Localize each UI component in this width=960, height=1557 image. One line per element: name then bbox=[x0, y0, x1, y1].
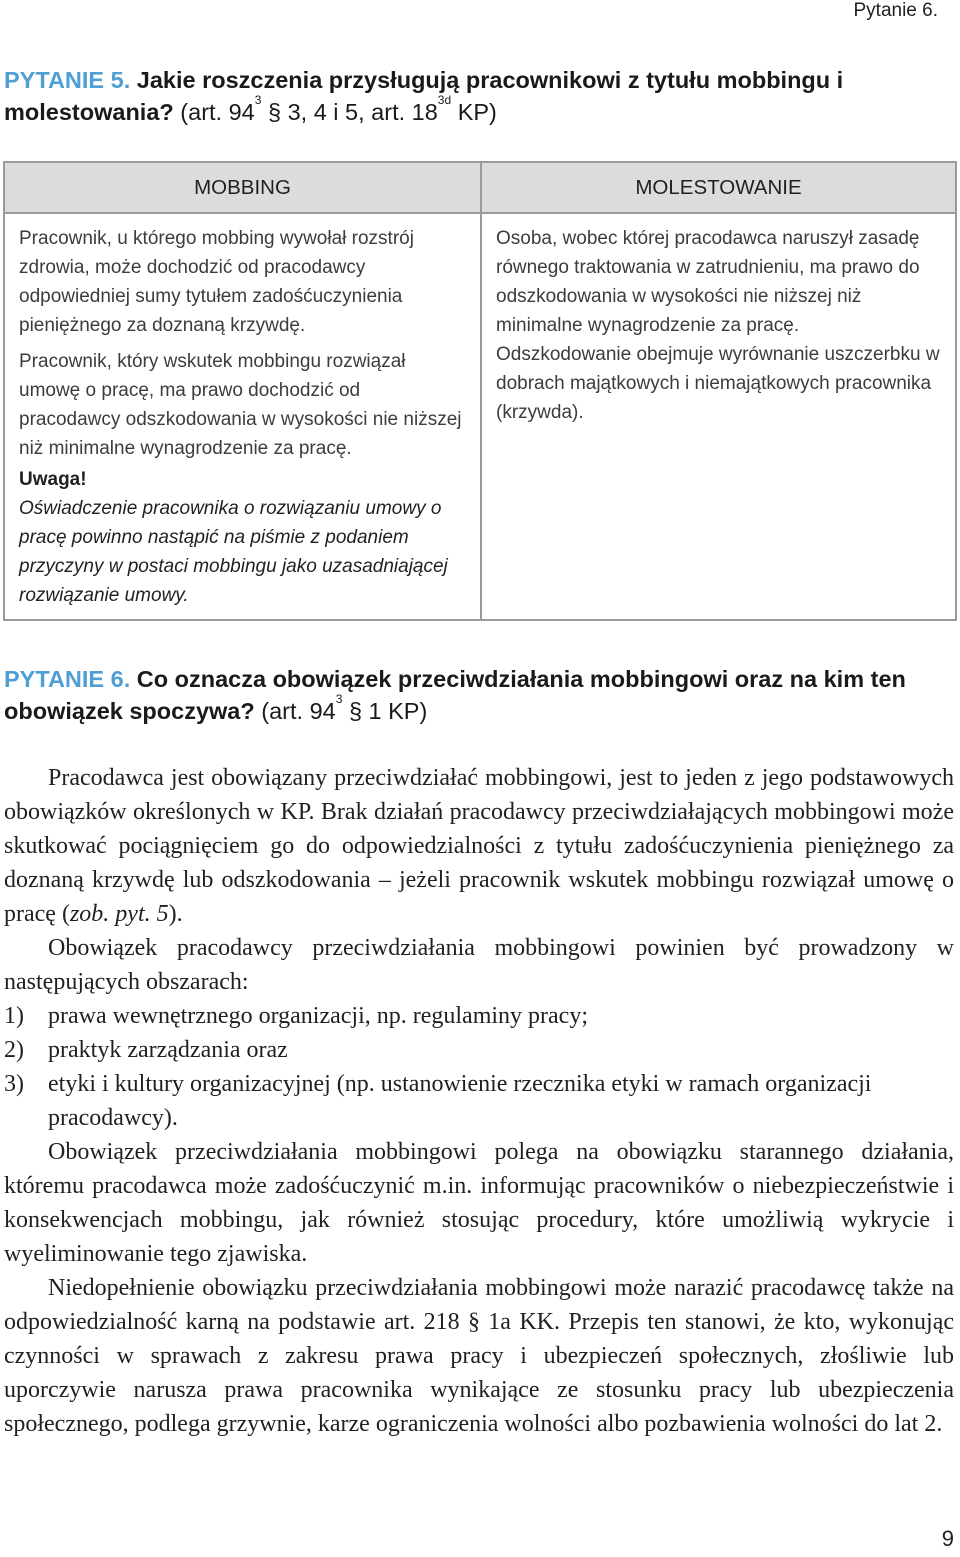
question-6-reference bbox=[261, 692, 428, 724]
question-5-title: Jakie roszczenia przysługują pracownikowi z tytułu mobbingu i molestowania? bbox=[4, 67, 844, 125]
ref-part: (art. 94 bbox=[261, 698, 336, 724]
running-head: Pytanie 6. bbox=[853, 0, 938, 21]
ref-superscript: 3d bbox=[437, 93, 452, 107]
body-paragraph-4: Niedopełnienie obowiązku przeciwdziałania mobbingowi może narazić pracodawcę także na odpowiedzialność karną na podstawie art. 218 § 1a KK. Przepis ten stanowi, że kto, wykonując czynności w sprawach z zakresu prawa pracy i ubezpieczeń społecznych, złośliwie lub uporczywie narusza prawa pracownika wynikające ze stosunku pracy lub ubezpieczenia społecznego, podlega grzywnie, karze ograniczenia wolności albo pozbawienia wolności do lat 2. bbox=[4, 1275, 954, 1437]
question-6-heading bbox=[4, 663, 946, 727]
list-item bbox=[4, 999, 954, 1033]
list-item bbox=[4, 1067, 954, 1135]
body-paragraph-2: Obowiązek pracodawcy przeciwdziałania mobbingowi powinien być prowadzony w następujących obszarach: bbox=[4, 935, 954, 995]
question-5-heading bbox=[4, 64, 946, 128]
question-5-label: PYTANIE 5. bbox=[4, 67, 131, 93]
mobbing-body bbox=[5, 214, 480, 610]
body-paragraph-1 bbox=[4, 761, 954, 931]
ref-superscript: 3 bbox=[254, 93, 262, 107]
mobbing-header: MOBBING bbox=[5, 163, 480, 214]
molestowanie-paragraph-2: Odszkodowanie obejmuje wyrównanie uszczerbku w dobrach majątkowych i niemajątkowych pracownika (krzywda). bbox=[496, 344, 940, 423]
list-number: 1) bbox=[4, 1003, 24, 1029]
ref-part: (art. 94 bbox=[180, 99, 255, 125]
molestowanie-column bbox=[480, 163, 955, 619]
molestowanie-header: MOLESTOWANIE bbox=[482, 163, 955, 214]
ref-part: KP) bbox=[457, 99, 497, 125]
cross-reference: zob. pyt. 5 bbox=[69, 901, 169, 927]
list-number: 2) bbox=[4, 1037, 24, 1063]
list-text: prawa wewnętrznego organizacji, np. regulaminy pracy; bbox=[48, 1003, 588, 1029]
question-6-label: PYTANIE 6. bbox=[4, 666, 131, 692]
list-item bbox=[4, 1033, 954, 1067]
paragraph-text: ). bbox=[168, 901, 183, 927]
claims-table bbox=[3, 161, 957, 621]
list-text: praktyk zarządzania oraz bbox=[48, 1037, 288, 1063]
list-number: 3) bbox=[4, 1071, 24, 1097]
mobbing-paragraph-1: Pracownik, u którego mobbing wywołał rozstrój zdrowia, może dochodzić od pracodawcy odpowiedniej sumy tytułem zadośćuczynienia pieniężnego za doznaną krzywdę. bbox=[19, 228, 414, 336]
question-6-title: Co oznacza obowiązek przeciwdziałania mobbingowi oraz na kim ten obowiązek spoczywa? bbox=[4, 666, 906, 724]
molestowanie-paragraph-1: Osoba, wobec której pracodawca naruszył zasadę równego traktowania w zatrudnieniu, ma prawo do odszkodowania w wysokości nie niższej niż minimalne wynagrodzenie za pracę. bbox=[496, 228, 920, 336]
question-5-reference bbox=[180, 93, 497, 125]
mobbing-paragraph-2: Pracownik, który wskutek mobbingu rozwiązał umowę o pracę, ma prawo dochodzić od pracodawcy odszkodowania w wysokości nie niższej niż minimalne wynagrodzenie za pracę. bbox=[19, 351, 462, 459]
warning-title: Uwaga! bbox=[19, 469, 87, 490]
mobbing-column bbox=[5, 163, 480, 619]
answer-body bbox=[4, 761, 954, 1441]
warning-text: Oświadczenie pracownika o rozwiązaniu umowy o pracę powinno nastąpić na piśmie z podaniem przyczyny w postaci mobbingu jako uzasadniającej rozwiązanie umowy. bbox=[19, 498, 448, 606]
ref-part: § 1 KP) bbox=[348, 698, 428, 724]
paragraph-text: Pracodawca jest obowiązany przeciwdziałać mobbingowi, jest to jeden z jego podstawowych obowiązków określonych w KP. Brak działań pracodawcy przeciwdziałających mobbingowi może skutkować pociągnięciem go do odpowiedzialności z tytułu zadośćuczynienia pieniężnego za doznaną krzywdę lub odszkodowania – jeżeli pracownik wskutek mobbingu rozwiązał umowę o pracę ( bbox=[4, 765, 954, 927]
ref-part: § 3, 4 i 5, art. 18 bbox=[267, 99, 438, 125]
areas-list bbox=[4, 999, 954, 1135]
body-paragraph-3: Obowiązek przeciwdziałania mobbingowi polega na obowiązku starannego działania, któremu pracodawca może zadośćuczynić m.in. informując pracowników o niebezpieczeństwie i konsekwencjach mobbingu, jak również stosując procedury, które umożliwią wykrycie i wyeliminowanie tego zjawiska. bbox=[4, 1139, 954, 1267]
list-text: etyki i kultury organizacyjnej (np. ustanowienie rzecznika etyki w ramach organizacji pracodawcy). bbox=[48, 1071, 872, 1131]
ref-superscript: 3 bbox=[335, 692, 343, 706]
page-number: 9 bbox=[941, 1526, 954, 1551]
molestowanie-body bbox=[482, 214, 955, 427]
